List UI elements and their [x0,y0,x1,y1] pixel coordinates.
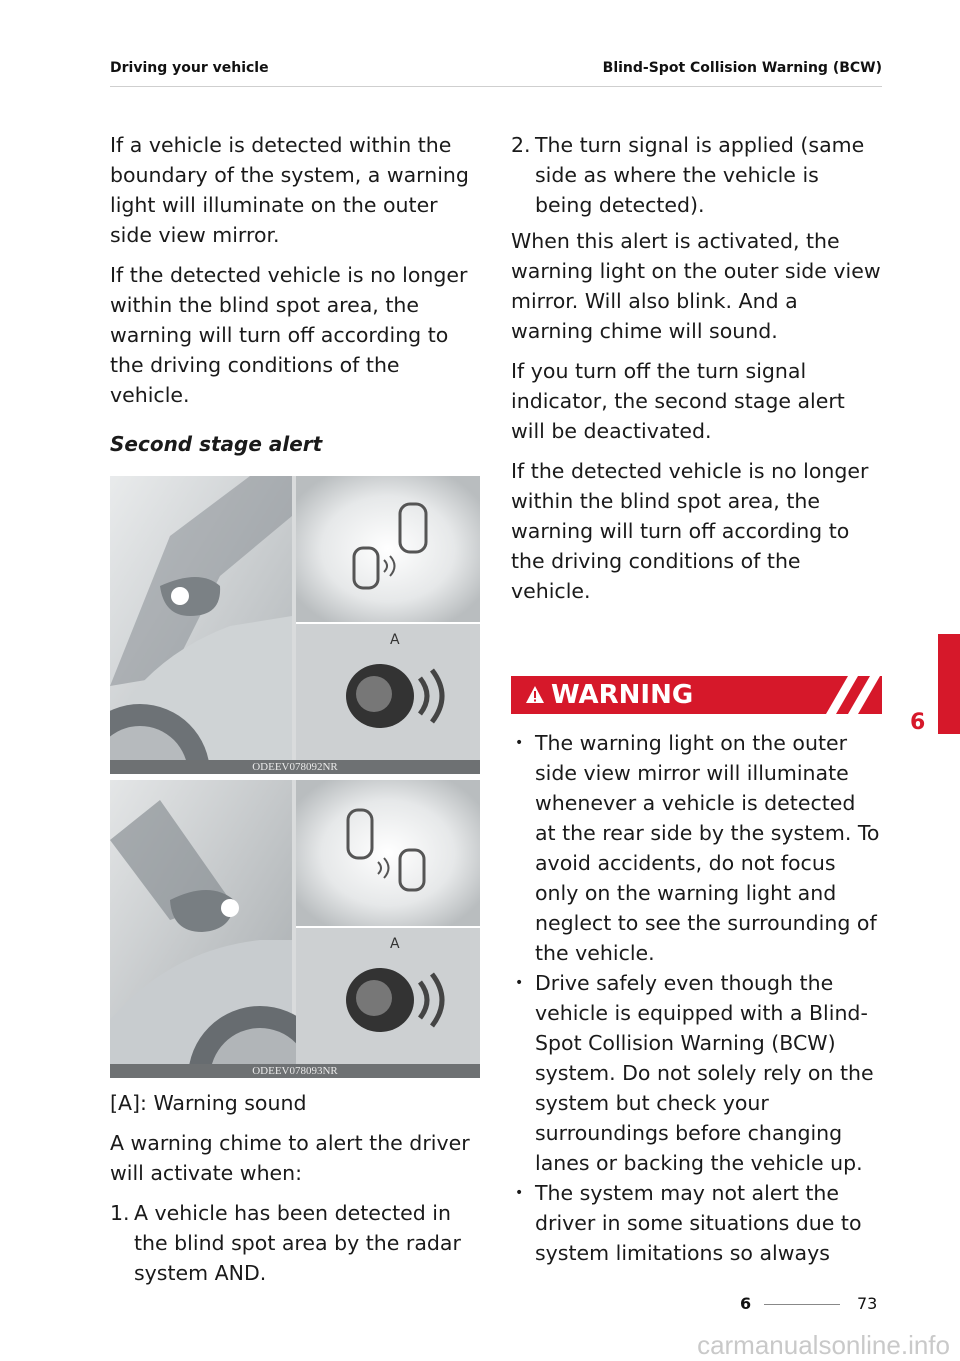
figure-code: ODEEV078093NR [110,1064,480,1078]
warning-item [511,728,882,968]
footer-divider [764,1304,840,1305]
bullet-icon: • [515,975,524,991]
paragraph-alert-activated: When this alert is activated, the warning light on the outer side view mirror. Will also blink. And a warning chime will sound. [511,229,881,343]
list-text: The turn signal is applied (same side as where the vehicle is being detected). [535,133,865,217]
figure-code: ODEEV078092NR [110,760,480,774]
watermark: carmanualsonline.info [697,1330,950,1360]
list-item [511,130,882,220]
footer-section-number: 6 [740,1294,752,1313]
condition-list-part1 [110,1198,480,1288]
warning-text: Drive safely even though the vehicle is equipped with a Blind-Spot Collision Warning (BCW) system. Do not solely rely on the system but check your surroundings before changing lanes or backing the vehicle up. [535,971,874,1175]
figure-caption: [A]: Warning sound [110,1091,307,1115]
header-divider [110,86,882,87]
condition-list-part2 [511,130,882,220]
footer-page-number: 73 [857,1294,878,1313]
car-mirror-left-illustration [110,476,480,774]
warning-text: The warning light on the outer side view mirror will illuminate whenever a vehicle is detected at the rear side by the system. To avoid accidents, do not focus only on the warning light and neglect to see the surrounding of the vehicle. [535,731,880,965]
paragraph-turn-signal-off: If you turn off the turn signal indicator, the second stage alert will be deactivated. [511,359,845,443]
car-mirror-right-illustration [110,780,480,1078]
warning-triangle-icon [525,685,545,705]
running-header-left: Driving your vehicle [110,60,269,76]
paragraph-turn-off: If the detected vehicle is no longer within the blind spot area, the warning will turn off according to the driving conditions of the vehicle. [110,263,468,407]
warning-text: The system may not alert the driver in some situations due to system limitations so always [535,1181,862,1265]
bullet-icon: • [515,735,524,751]
warning-item [511,968,882,1178]
warning-title: WARNING [551,680,694,710]
list-number: 2. [511,133,531,157]
warning-stripes-decoration [822,676,882,714]
paragraph-chime-intro: A warning chime to alert the driver will activate when: [110,1131,470,1185]
running-header-right: Blind-Spot Collision Warning (BCW) [602,60,882,76]
list-text: A vehicle has been detected in the blind spot area by the radar system AND. [134,1201,461,1285]
figure-label-a: A [390,632,400,648]
paragraph-vehicle-gone: If the detected vehicle is no longer within the blind spot area, the warning will turn off according to the driving conditions of the vehicle. [511,459,869,603]
warning-item [511,1178,882,1268]
list-number: 1. [110,1201,130,1225]
paragraph-detection: If a vehicle is detected within the boundary of the system, a warning light will illuminate on the outer side view mirror. [110,133,469,247]
warning-banner [511,676,882,714]
left-column [110,130,480,1294]
figure-right-alert [110,780,480,1078]
figure-left-alert [110,476,480,774]
list-item [110,1198,480,1288]
warning-list [511,728,882,1268]
figure-label-a: A [390,936,400,952]
chapter-tab [938,634,960,734]
right-column [511,130,882,1268]
section-heading: Second stage alert [110,432,323,456]
chapter-tab-number: 6 [910,710,926,735]
bullet-icon: • [515,1185,524,1201]
